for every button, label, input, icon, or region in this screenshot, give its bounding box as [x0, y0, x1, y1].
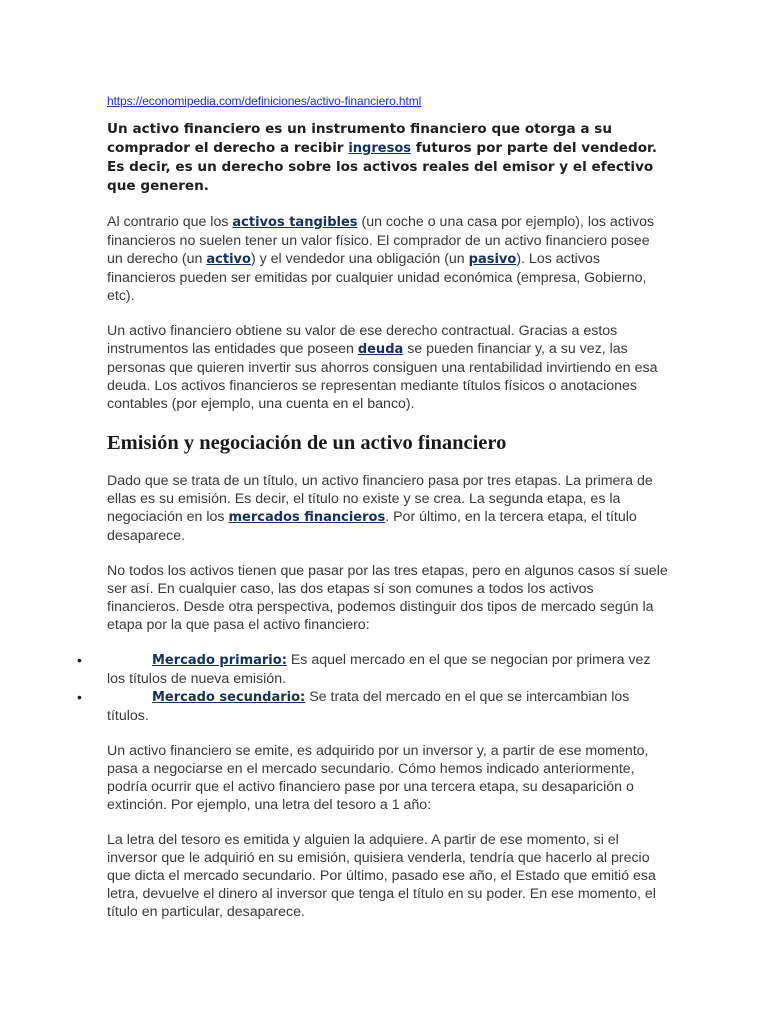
link-mercados-financieros[interactable]: mercados financieros — [228, 510, 386, 525]
paragraph-ejemplo-emision: Un activo financiero se emite, es adquirido por un inversor y, a partir de ese momento, pasa a negociarse en el mercado secundario. Cómo hemos indicado anteriormente, podría ocurrir que el activo financiero pase por una tercera etapa, su desaparición o extinción. Por ejemplo, una letra del tesoro a 1 año: — [107, 743, 649, 813]
link-activo[interactable]: activo — [206, 252, 251, 267]
list-item-mercado-secundario — [77, 688, 668, 725]
p3-text-2: . Por último, en la tercera etapa, el título desaparece. — [107, 509, 637, 544]
p1-text-1: Al contrario que los — [107, 214, 233, 230]
link-pasivo[interactable]: pasivo — [468, 252, 517, 267]
bullet-marker: • — [77, 689, 82, 705]
paragraph-letra-tesoro: La letra del tesoro es emitida y alguien la adquiere. A partir de ese momento, si el inversor que le adquirió en su emisión, quisiera venderla, tendría que hacerlo al precio que dicta el mercado secundario. Por último, pasado ese año, el Estado que emitió esa letra, devuelve el dinero al inversor que tenga el título en su poder. En ese momento, el título en particular, desaparece. — [107, 832, 656, 920]
p3-text-1: Dado que se trata de un título, un activo financiero pasa por tres etapas. La primera de ellas es su emisión. Es decir, el título no existe y se crea. La segunda etapa, es la negociación en los — [107, 473, 653, 525]
lead-text-2: futuros por parte del vendedor. Es decir, es un derecho sobre los activos reales del emisor y el efectivo que generen. — [107, 139, 657, 194]
bullet-marker: • — [77, 652, 82, 668]
paragraph-valor-contractual — [107, 322, 668, 413]
link-activos-tangibles[interactable]: activos tangibles — [232, 215, 358, 230]
list-item-mercado-primario — [77, 651, 668, 688]
source-url-link[interactable]: https://economipedia.com/definiciones/activo-financiero.html — [107, 94, 422, 108]
paragraph-activos-tangibles — [107, 213, 668, 305]
link-deuda[interactable]: deuda — [357, 342, 404, 357]
market-types-list — [77, 651, 668, 725]
lead-text-1: Un activo financiero es un instrumento financiero que otorga a su comprador el derecho a recibir — [107, 121, 613, 156]
link-mercado-secundario[interactable]: Mercado secundario: — [152, 690, 306, 705]
p2-text-2: se pueden financiar y, a su vez, las personas que quieren invertir sus ahorros consiguen una rentabilidad invirtiendo en esa deuda. Los activos financieros se representan mediante títulos físicos o anotaciones contables (por ejemplo, una cuenta en el banco). — [107, 341, 658, 412]
paragraph-tipos-mercado: No todos los activos tienen que pasar por las tres etapas, pero en algunos casos sí suele ser así. En cualquier caso, las dos etapas sí son comunes a todos los activos financieros. Desde otra perspectiva, podemos distinguir dos tipos de mercado según la etapa por la que pasa el activo financiero: — [107, 563, 668, 633]
link-mercado-primario[interactable]: Mercado primario: — [152, 653, 287, 668]
lead-paragraph — [107, 120, 668, 195]
p1-text-2: (un coche o una casa por ejemplo), los activos financieros no suelen tener un valor físico. El comprador de un activo financiero posee un derecho (un — [107, 214, 655, 267]
p2-text-1: Un activo financiero obtiene su valor de ese derecho contractual. Gracias a estos instrumentos las entidades que poseen — [107, 323, 618, 357]
bullet-text-primario: Es aquel mercado en el que se negocian por primera vez los títulos de nueva emisión. — [107, 652, 651, 687]
p1-text-3: ) y el vendedor una obligación (un — [250, 251, 469, 267]
bullet-text-secundario: Se trata del mercado en el que se intercambian los títulos. — [107, 689, 630, 724]
section-heading: Emisión y negociación de un activo financiero — [107, 432, 507, 454]
link-ingresos[interactable]: ingresos — [348, 140, 411, 156]
p1-text-4: ). Los activos financieros pueden ser emitidas por cualquier unidad económica (empresa, Gobierno, etc). — [107, 251, 647, 304]
paragraph-tres-etapas — [107, 472, 668, 545]
